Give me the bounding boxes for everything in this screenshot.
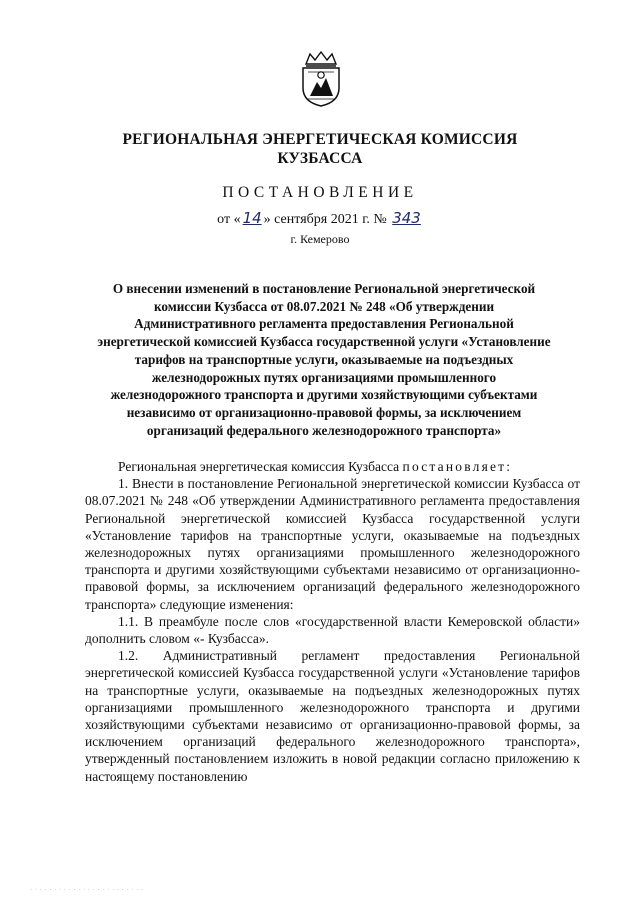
kuzbass-coat-of-arms-icon — [298, 50, 344, 108]
intro-paragraph — [85, 458, 580, 475]
paragraph-1-1: 1.1. В преамбуле после слов «государственной власти Кемеровской области» дополнить словом «- Кузбасса». — [85, 613, 580, 647]
date-line — [0, 209, 640, 228]
city: г. Кемерово — [290, 232, 350, 246]
paragraph-1-2: 1.2. Административный регламент предоставления Региональной энергетической комиссией Кузбасса государственной услуги «Установление тарифов на транспортные услуги, оказываемые на подъездных железнодорожных путях организациями промышленного железнодорожного транспорта и другими хозяйствующими субъектами независимо от организационно-правовой формы, за исключением организаций федерального железнодорожного транспорта», утвержденный постановлением изложить в новой редакции согласно приложению к настоящему постановлению — [85, 648, 580, 784]
document-body — [85, 458, 580, 785]
footer-mark: · · · · · · · · · · · · · · · · · · · · · · · · — [30, 887, 144, 892]
coat-of-arms-drawing — [298, 50, 344, 108]
document-subject: О внесении изменений в постановление Региональной энергетической комиссии Кузбасса от 08.07.2021 № 248 «Об утверждении Административного регламента предоставления Региональной энергетической комиссией Кузбасса государственной услуги «Установление тарифов на транспортные услуги, оказываемые на подъездных железнодорожных путях организациями промышленного железнодорожного транспорта и другими хозяйствующими субъектами независимо от организационно-правовой формы, за исключением организаций федерального железнодорожного транспорта» — [97, 281, 551, 438]
paragraph-1: 1. Внести в постановление Региональной энергетической комиссии Кузбасса от 08.07.2021 № 248 «Об утверждении Административного регламента предоставления Региональной энергетической комиссией Кузбасса государственной услуги «Установление тарифов на транспортные услуги, оказываемые на подъездных железнодорожных путях организациями промышленного железнодорожного транспорта и другими хозяйствующими субъектами независимо от организационно-правовой формы, за исключением организаций федерального железнодорожного транспорта» следующие изменения: — [85, 476, 580, 612]
organization-name-line-2: КУЗБАССА — [277, 150, 363, 167]
intro-text: Региональная энергетическая комиссия Кузбасса — [118, 459, 403, 474]
date-day-handwritten: 14 — [242, 209, 262, 227]
document-number-handwritten: 343 — [392, 209, 421, 227]
date-prefix: от « — [217, 212, 241, 227]
document-type: ПОСТАНОВЛЕНИЕ — [222, 184, 418, 201]
date-middle: » сентября 2021 г. № — [263, 212, 387, 227]
organization-name-line-1: РЕГИОНАЛЬНАЯ ЭНЕРГЕТИЧЕСКАЯ КОМИССИЯ — [122, 131, 518, 148]
intro-resolves: постановляет: — [402, 459, 513, 474]
